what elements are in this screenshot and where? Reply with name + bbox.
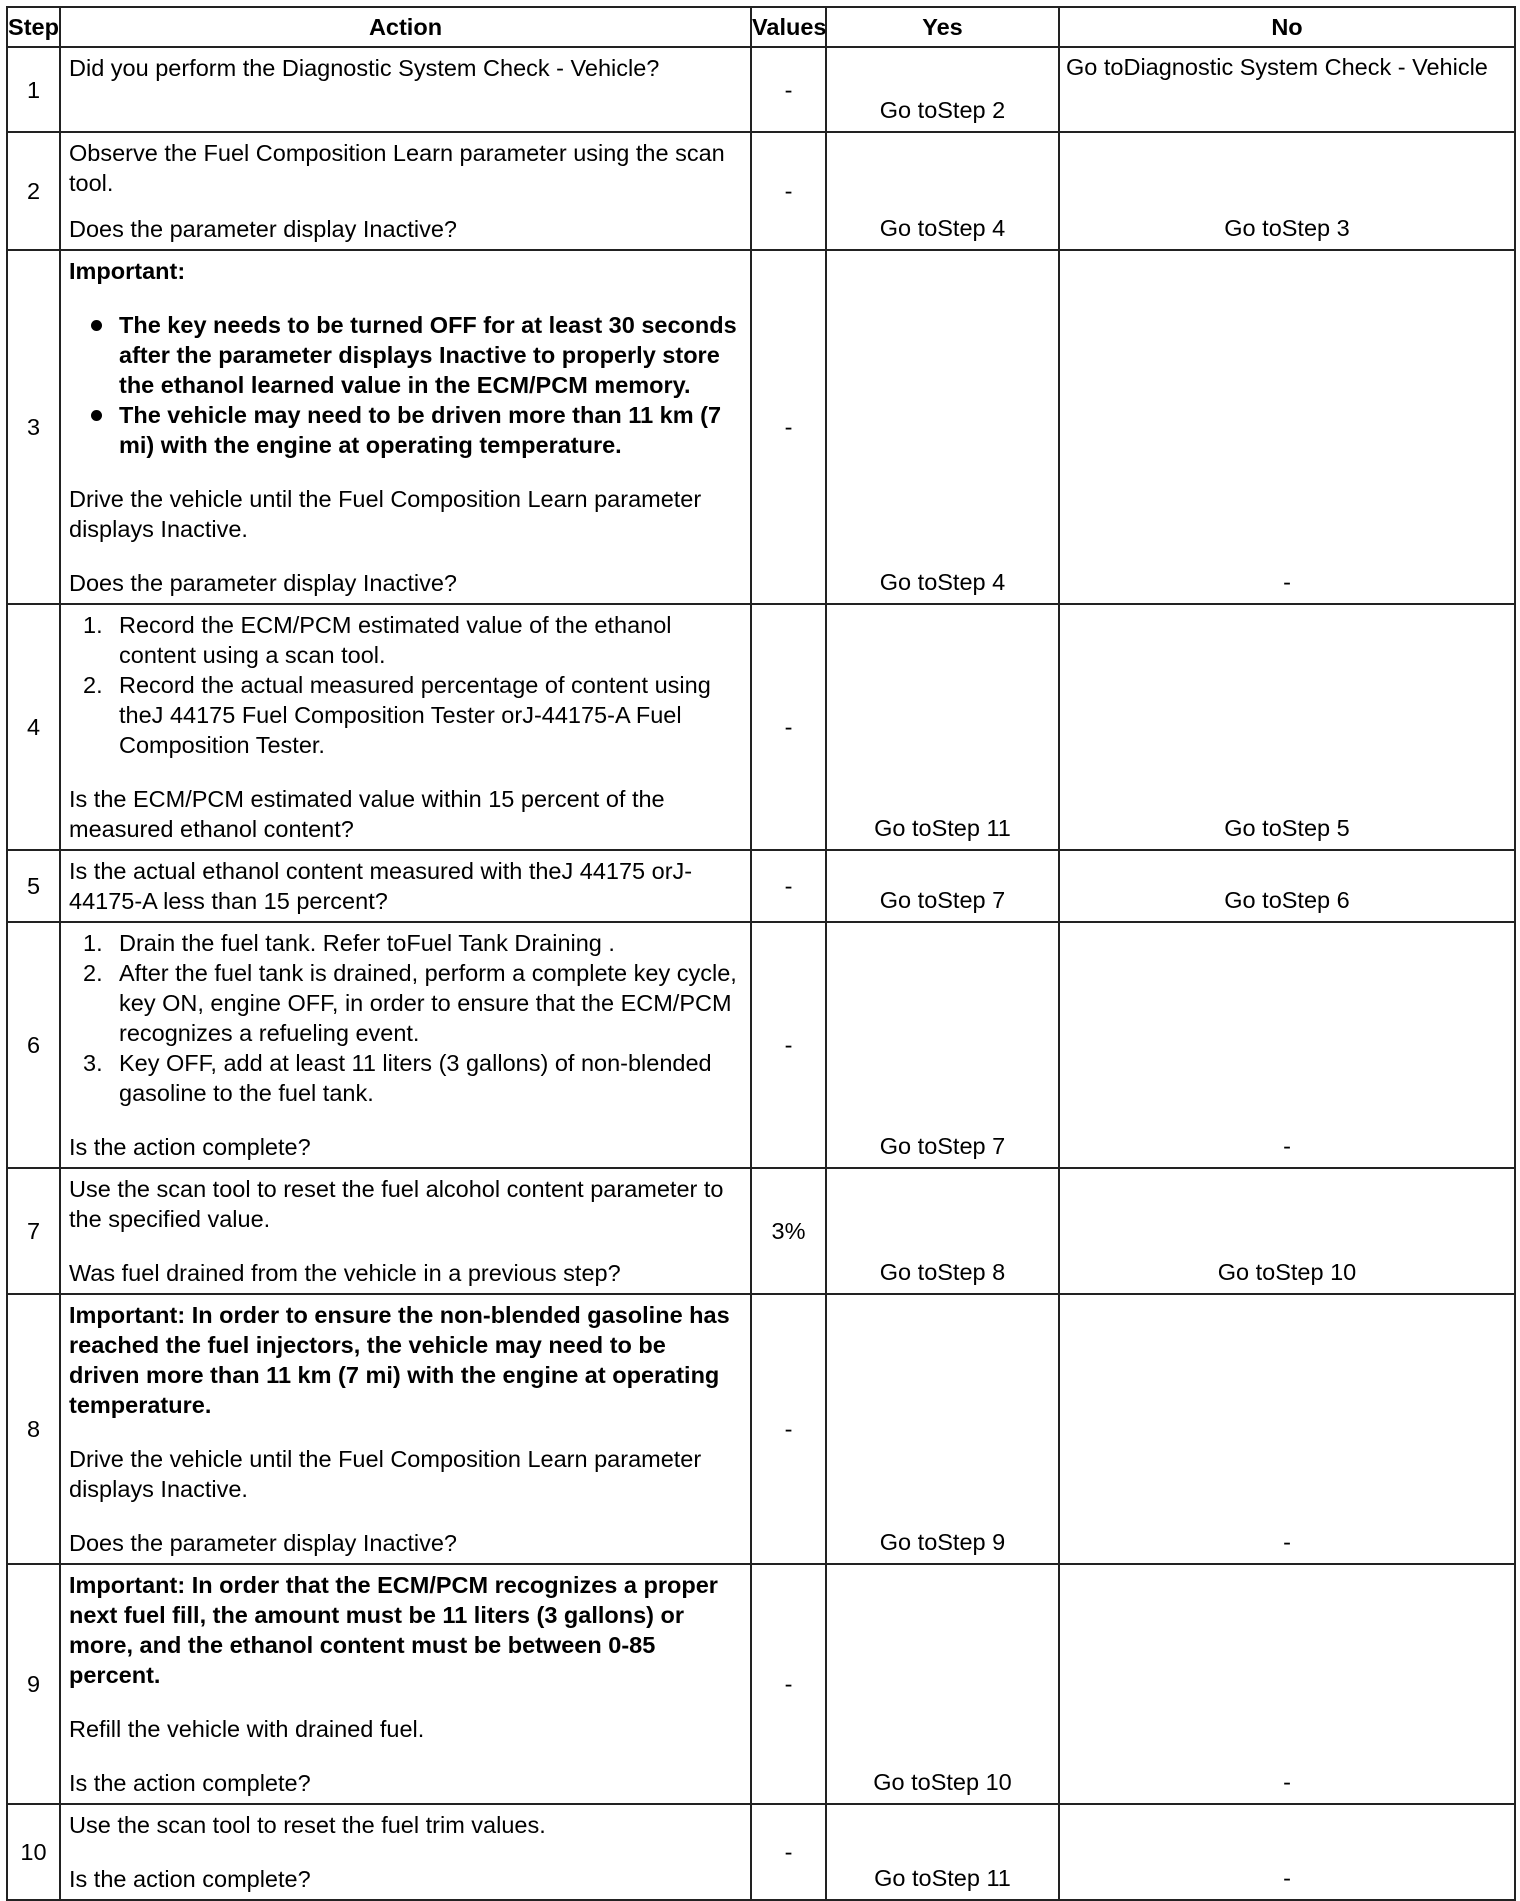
procedure-step bbox=[69, 928, 742, 958]
action-cell bbox=[60, 132, 751, 250]
yes-cell bbox=[826, 1804, 1059, 1900]
action-question: Is the actual ethanol content measured with theJ 44175 orJ-44175-A less than 15 percent? bbox=[69, 858, 693, 914]
action-question: Does the parameter display Inactive? bbox=[69, 1530, 457, 1556]
step-index: 2. bbox=[83, 672, 103, 698]
yes-cell bbox=[826, 1168, 1059, 1294]
table-row bbox=[7, 1168, 1515, 1294]
diagnostic-table bbox=[6, 6, 1516, 1901]
procedure-steps bbox=[69, 610, 742, 760]
action-question: Is the ECM/PCM estimated value within 15 percent of the measured ethanol content? bbox=[69, 786, 665, 842]
table-row bbox=[7, 250, 1515, 604]
action-cell bbox=[60, 604, 751, 850]
action-text: Refill the vehicle with drained fuel. bbox=[69, 1716, 425, 1742]
procedure-step bbox=[69, 670, 742, 760]
no-link[interactable]: Go toStep 3 bbox=[1224, 215, 1350, 241]
value-cell: - bbox=[751, 1564, 826, 1804]
no-cell bbox=[1059, 1804, 1515, 1900]
step-number: 4 bbox=[7, 604, 60, 850]
no-cell bbox=[1059, 47, 1515, 132]
header-yes: Yes bbox=[826, 7, 1059, 47]
yes-cell bbox=[826, 922, 1059, 1168]
value-cell: - bbox=[751, 250, 826, 604]
no-cell bbox=[1059, 1168, 1515, 1294]
important-label: Important: bbox=[69, 258, 186, 284]
procedure-step bbox=[69, 1048, 742, 1108]
action-text: Use the scan tool to reset the fuel alcohol content parameter to the specified value. bbox=[69, 1176, 724, 1232]
step-text: Record the actual measured percentage of content using theJ 44175 Fuel Composition Tester orJ-44175-A Fuel Composition Tester. bbox=[119, 672, 711, 758]
yes-link[interactable]: Go toStep 7 bbox=[879, 1133, 1006, 1159]
no-link: - bbox=[1283, 1769, 1291, 1795]
no-cell bbox=[1059, 132, 1515, 250]
action-cell bbox=[60, 1564, 751, 1804]
table-row bbox=[7, 1804, 1515, 1900]
procedure-step bbox=[69, 610, 742, 670]
bullet-item: The key needs to be turned OFF for at least 30 seconds after the parameter displays Inactive to properly store the ethanol learned value in the ECM/PCM memory. bbox=[69, 310, 742, 400]
no-cell bbox=[1059, 1294, 1515, 1564]
no-cell bbox=[1059, 1564, 1515, 1804]
step-number: 2 bbox=[7, 132, 60, 250]
value-cell: - bbox=[751, 132, 826, 250]
action-cell bbox=[60, 1168, 751, 1294]
table-row bbox=[7, 850, 1515, 922]
no-link: - bbox=[1283, 1133, 1291, 1159]
diagnostic-document bbox=[6, 6, 1516, 1901]
procedure-steps bbox=[69, 928, 742, 1108]
step-number: 5 bbox=[7, 850, 60, 922]
yes-cell bbox=[826, 1294, 1059, 1564]
step-number: 6 bbox=[7, 922, 60, 1168]
important-note: Important: In order that the ECM/PCM recognizes a proper next fuel fill, the amount must be 11 liters (3 gallons) or more, and the ethanol content must be between 0-85 percent. bbox=[69, 1572, 718, 1688]
step-number: 8 bbox=[7, 1294, 60, 1564]
value-cell: - bbox=[751, 604, 826, 850]
yes-link[interactable]: Go toStep 4 bbox=[879, 569, 1006, 595]
yes-cell bbox=[826, 132, 1059, 250]
no-cell bbox=[1059, 850, 1515, 922]
action-cell bbox=[60, 250, 751, 604]
yes-link[interactable]: Go toStep 9 bbox=[879, 1529, 1006, 1555]
no-link[interactable]: Go toStep 5 bbox=[1224, 815, 1350, 841]
no-link: - bbox=[1283, 1529, 1291, 1555]
header-row bbox=[7, 7, 1515, 47]
step-number: 3 bbox=[7, 250, 60, 604]
action-text: Observe the Fuel Composition Learn parameter using the scan tool. bbox=[69, 140, 725, 196]
yes-link[interactable]: Go toStep 7 bbox=[879, 887, 1006, 913]
yes-cell bbox=[826, 1564, 1059, 1804]
step-index: 2. bbox=[83, 960, 103, 986]
yes-link[interactable]: Go toStep 11 bbox=[874, 815, 1011, 841]
no-link: - bbox=[1283, 1865, 1291, 1891]
yes-link[interactable]: Go toStep 10 bbox=[873, 1769, 1012, 1795]
step-index: 1. bbox=[83, 930, 103, 956]
action-text: Drive the vehicle until the Fuel Composition Learn parameter displays Inactive. bbox=[69, 1446, 702, 1502]
important-bullets bbox=[69, 310, 742, 460]
header-step: Step bbox=[7, 7, 60, 47]
step-text: After the fuel tank is drained, perform a complete key cycle, key ON, engine OFF, in order to ensure that the ECM/PCM recognizes a refueling event. bbox=[119, 960, 737, 1046]
step-text: Record the ECM/PCM estimated value of the ethanol content using a scan tool. bbox=[119, 612, 672, 668]
yes-link[interactable]: Go toStep 4 bbox=[879, 215, 1006, 241]
action-cell bbox=[60, 922, 751, 1168]
value-cell: - bbox=[751, 922, 826, 1168]
yes-link[interactable]: Go toStep 11 bbox=[874, 1865, 1011, 1891]
action-text: Use the scan tool to reset the fuel trim values. bbox=[69, 1812, 546, 1838]
yes-link[interactable]: Go toStep 2 bbox=[879, 97, 1006, 123]
action-question: Is the action complete? bbox=[69, 1134, 311, 1160]
important-note: Important: In order to ensure the non-blended gasoline has reached the fuel injectors, the vehicle may need to be driven more than 11 km (7 mi) with the engine at operating temperature. bbox=[69, 1302, 730, 1418]
table-row bbox=[7, 1294, 1515, 1564]
bullet-item: The vehicle may need to be driven more than 11 km (7 mi) with the engine at operating temperature. bbox=[69, 400, 742, 460]
yes-cell bbox=[826, 604, 1059, 850]
action-cell bbox=[60, 1804, 751, 1900]
action-question: Was fuel drained from the vehicle in a previous step? bbox=[69, 1260, 621, 1286]
yes-cell bbox=[826, 47, 1059, 132]
value-cell: - bbox=[751, 850, 826, 922]
yes-link[interactable]: Go toStep 8 bbox=[879, 1259, 1006, 1285]
step-text: Key OFF, add at least 11 liters (3 gallons) of non-blended gasoline to the fuel tank. bbox=[119, 1050, 712, 1106]
no-link[interactable]: Go toStep 6 bbox=[1224, 887, 1350, 913]
value-cell: - bbox=[751, 1804, 826, 1900]
table-row bbox=[7, 604, 1515, 850]
yes-cell bbox=[826, 250, 1059, 604]
value-cell: 3% bbox=[751, 1168, 826, 1294]
action-question: Does the parameter display Inactive? bbox=[69, 570, 457, 596]
header-action: Action bbox=[60, 7, 751, 47]
step-text: Drain the fuel tank. Refer toFuel Tank Draining . bbox=[119, 930, 615, 956]
action-question: Did you perform the Diagnostic System Check - Vehicle? bbox=[69, 55, 660, 81]
procedure-step bbox=[69, 958, 742, 1048]
action-cell bbox=[60, 1294, 751, 1564]
no-link[interactable]: Go toDiagnostic System Check - Vehicle bbox=[1066, 54, 1488, 80]
no-link: - bbox=[1283, 569, 1291, 595]
step-number: 7 bbox=[7, 1168, 60, 1294]
no-cell bbox=[1059, 604, 1515, 850]
no-cell bbox=[1059, 250, 1515, 604]
table-row bbox=[7, 132, 1515, 250]
no-link[interactable]: Go toStep 10 bbox=[1217, 1259, 1357, 1285]
table-row bbox=[7, 47, 1515, 132]
action-cell bbox=[60, 47, 751, 132]
action-cell bbox=[60, 850, 751, 922]
header-values: Values bbox=[751, 7, 826, 47]
step-number: 10 bbox=[7, 1804, 60, 1900]
table-row bbox=[7, 1564, 1515, 1804]
value-cell: - bbox=[751, 47, 826, 132]
step-index: 3. bbox=[83, 1050, 103, 1076]
header-no: No bbox=[1059, 7, 1515, 47]
value-cell: - bbox=[751, 1294, 826, 1564]
action-question: Does the parameter display Inactive? bbox=[69, 216, 457, 242]
step-number: 9 bbox=[7, 1564, 60, 1804]
table-row bbox=[7, 922, 1515, 1168]
no-cell bbox=[1059, 922, 1515, 1168]
step-index: 1. bbox=[83, 612, 103, 638]
action-question: Is the action complete? bbox=[69, 1866, 311, 1892]
action-question: Is the action complete? bbox=[69, 1770, 311, 1796]
action-text: Drive the vehicle until the Fuel Composition Learn parameter displays Inactive. bbox=[69, 486, 702, 542]
step-number: 1 bbox=[7, 47, 60, 132]
yes-cell bbox=[826, 850, 1059, 922]
